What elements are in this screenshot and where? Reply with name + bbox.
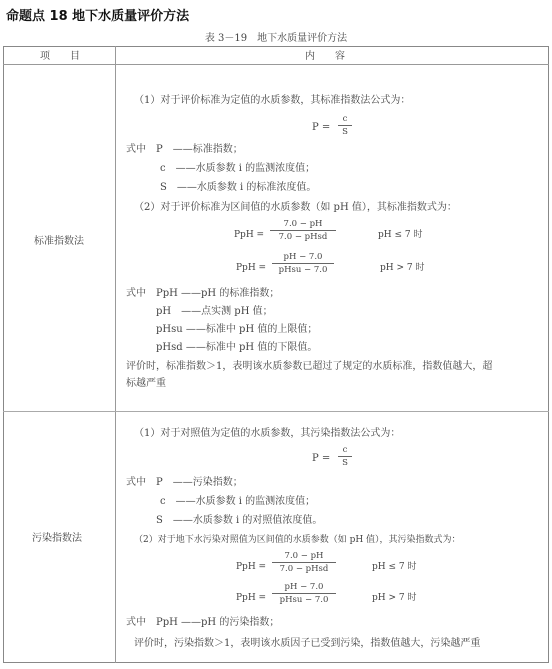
std-f2-cond: pH ≤ 7 时 [378,230,423,240]
std-where2: c ——水质参数 i 的监测浓度值； [160,163,316,174]
section-heading: 命题点 18 地下水质量评价方法 [6,9,190,24]
pol-eval: 评价时，污染指数＞1，表明该水质因子已受到污染，指数值越大，污染越严重 [134,638,481,649]
std-f3-den: pHsu − 7.0 [278,265,328,275]
std-f2-lhs: PpH = [234,230,265,240]
pol-f2-lhs: PpH = [236,562,267,572]
std-f1-fraction [338,114,352,137]
std-eval2: 标越严重 [126,378,166,389]
column-divider [115,46,116,663]
std-f2-den: 7.0 − pHsd [278,232,328,242]
pol-line1: （1）对于对照值为定值的水质参数，其污染指数法公式为： [134,428,401,439]
std-f3-num: pH − 7.0 [283,252,323,262]
pol-f3-num: pH − 7.0 [284,582,324,592]
std-where1: 式中 P ——标准指数； [126,144,243,155]
std-f3-cond: pH > 7 时 [380,263,425,273]
header-content: 内 容 [305,51,345,62]
pol-f3-den: pHsu − 7.0 [279,595,329,605]
std-f2-num: 7.0 − pH [283,219,323,229]
std-line2: （2）对于评价标准为区间值的水质参数（如 pH 值），其标准指数式为： [134,202,457,213]
pollution-index-label: 污染指数法 [32,533,82,544]
header-divider [3,64,549,65]
header-item: 项 目 [40,51,80,62]
pol-f1-lhs: P = [312,453,331,464]
pol-f1-num: c [342,445,348,455]
std-f1-den: S [342,127,348,137]
std-f3-fraction [272,252,334,275]
pol-where3: S ——水质参数 i 的对照值浓度值。 [156,515,323,526]
std-where6: pHsu ——标准中 pH 值的上限值； [156,324,318,335]
std-where5: pH ——点实测 pH 值； [156,306,273,317]
pol-f3-lhs: PpH = [236,593,267,603]
std-f2-fraction [270,219,336,242]
pol-f2-den: 7.0 − pHsd [279,564,329,574]
pol-f2-cond: pH ≤ 7 时 [372,562,417,572]
table-caption: 表 3－19 地下水质量评价方法 [204,33,348,44]
std-f1-num: c [342,114,348,124]
pol-f2-fraction [272,551,336,574]
std-where3: S ——水质参数 i 的标准浓度值。 [160,182,317,193]
pol-f1-fraction [338,445,352,468]
pol-f3-fraction [272,582,336,605]
std-f1-lhs: P = [312,122,331,133]
pol-f1-den: S [342,458,348,468]
pol-where4: 式中 PpH ——pH 的污染指数； [126,617,280,628]
pol-where2: c ——水质参数 i 的监测浓度值； [160,496,316,507]
section-divider [3,411,549,412]
std-line1: （1）对于评价标准为定值的水质参数，其标准指数法公式为： [134,95,411,106]
pol-line2: （2）对于地下水污染对照值为区间值的水质参数（如 pH 值），其污染指数式为： [134,535,461,545]
std-f3-lhs: PpH = [236,263,267,273]
pol-f3-cond: pH > 7 时 [372,593,417,603]
std-where7: pHsd ——标准中 pH 值的下限值。 [156,342,318,353]
standard-index-label: 标准指数法 [34,236,84,247]
pol-f2-num: 7.0 − pH [284,551,324,561]
std-eval1: 评价时，标准指数＞1，表明该水质参数已超过了规定的水质标准，指数值越大，超 [126,361,493,372]
pol-where1: 式中 P ——污染指数； [126,477,243,488]
std-where4: 式中 PpH ——pH 的标准指数； [126,288,280,299]
